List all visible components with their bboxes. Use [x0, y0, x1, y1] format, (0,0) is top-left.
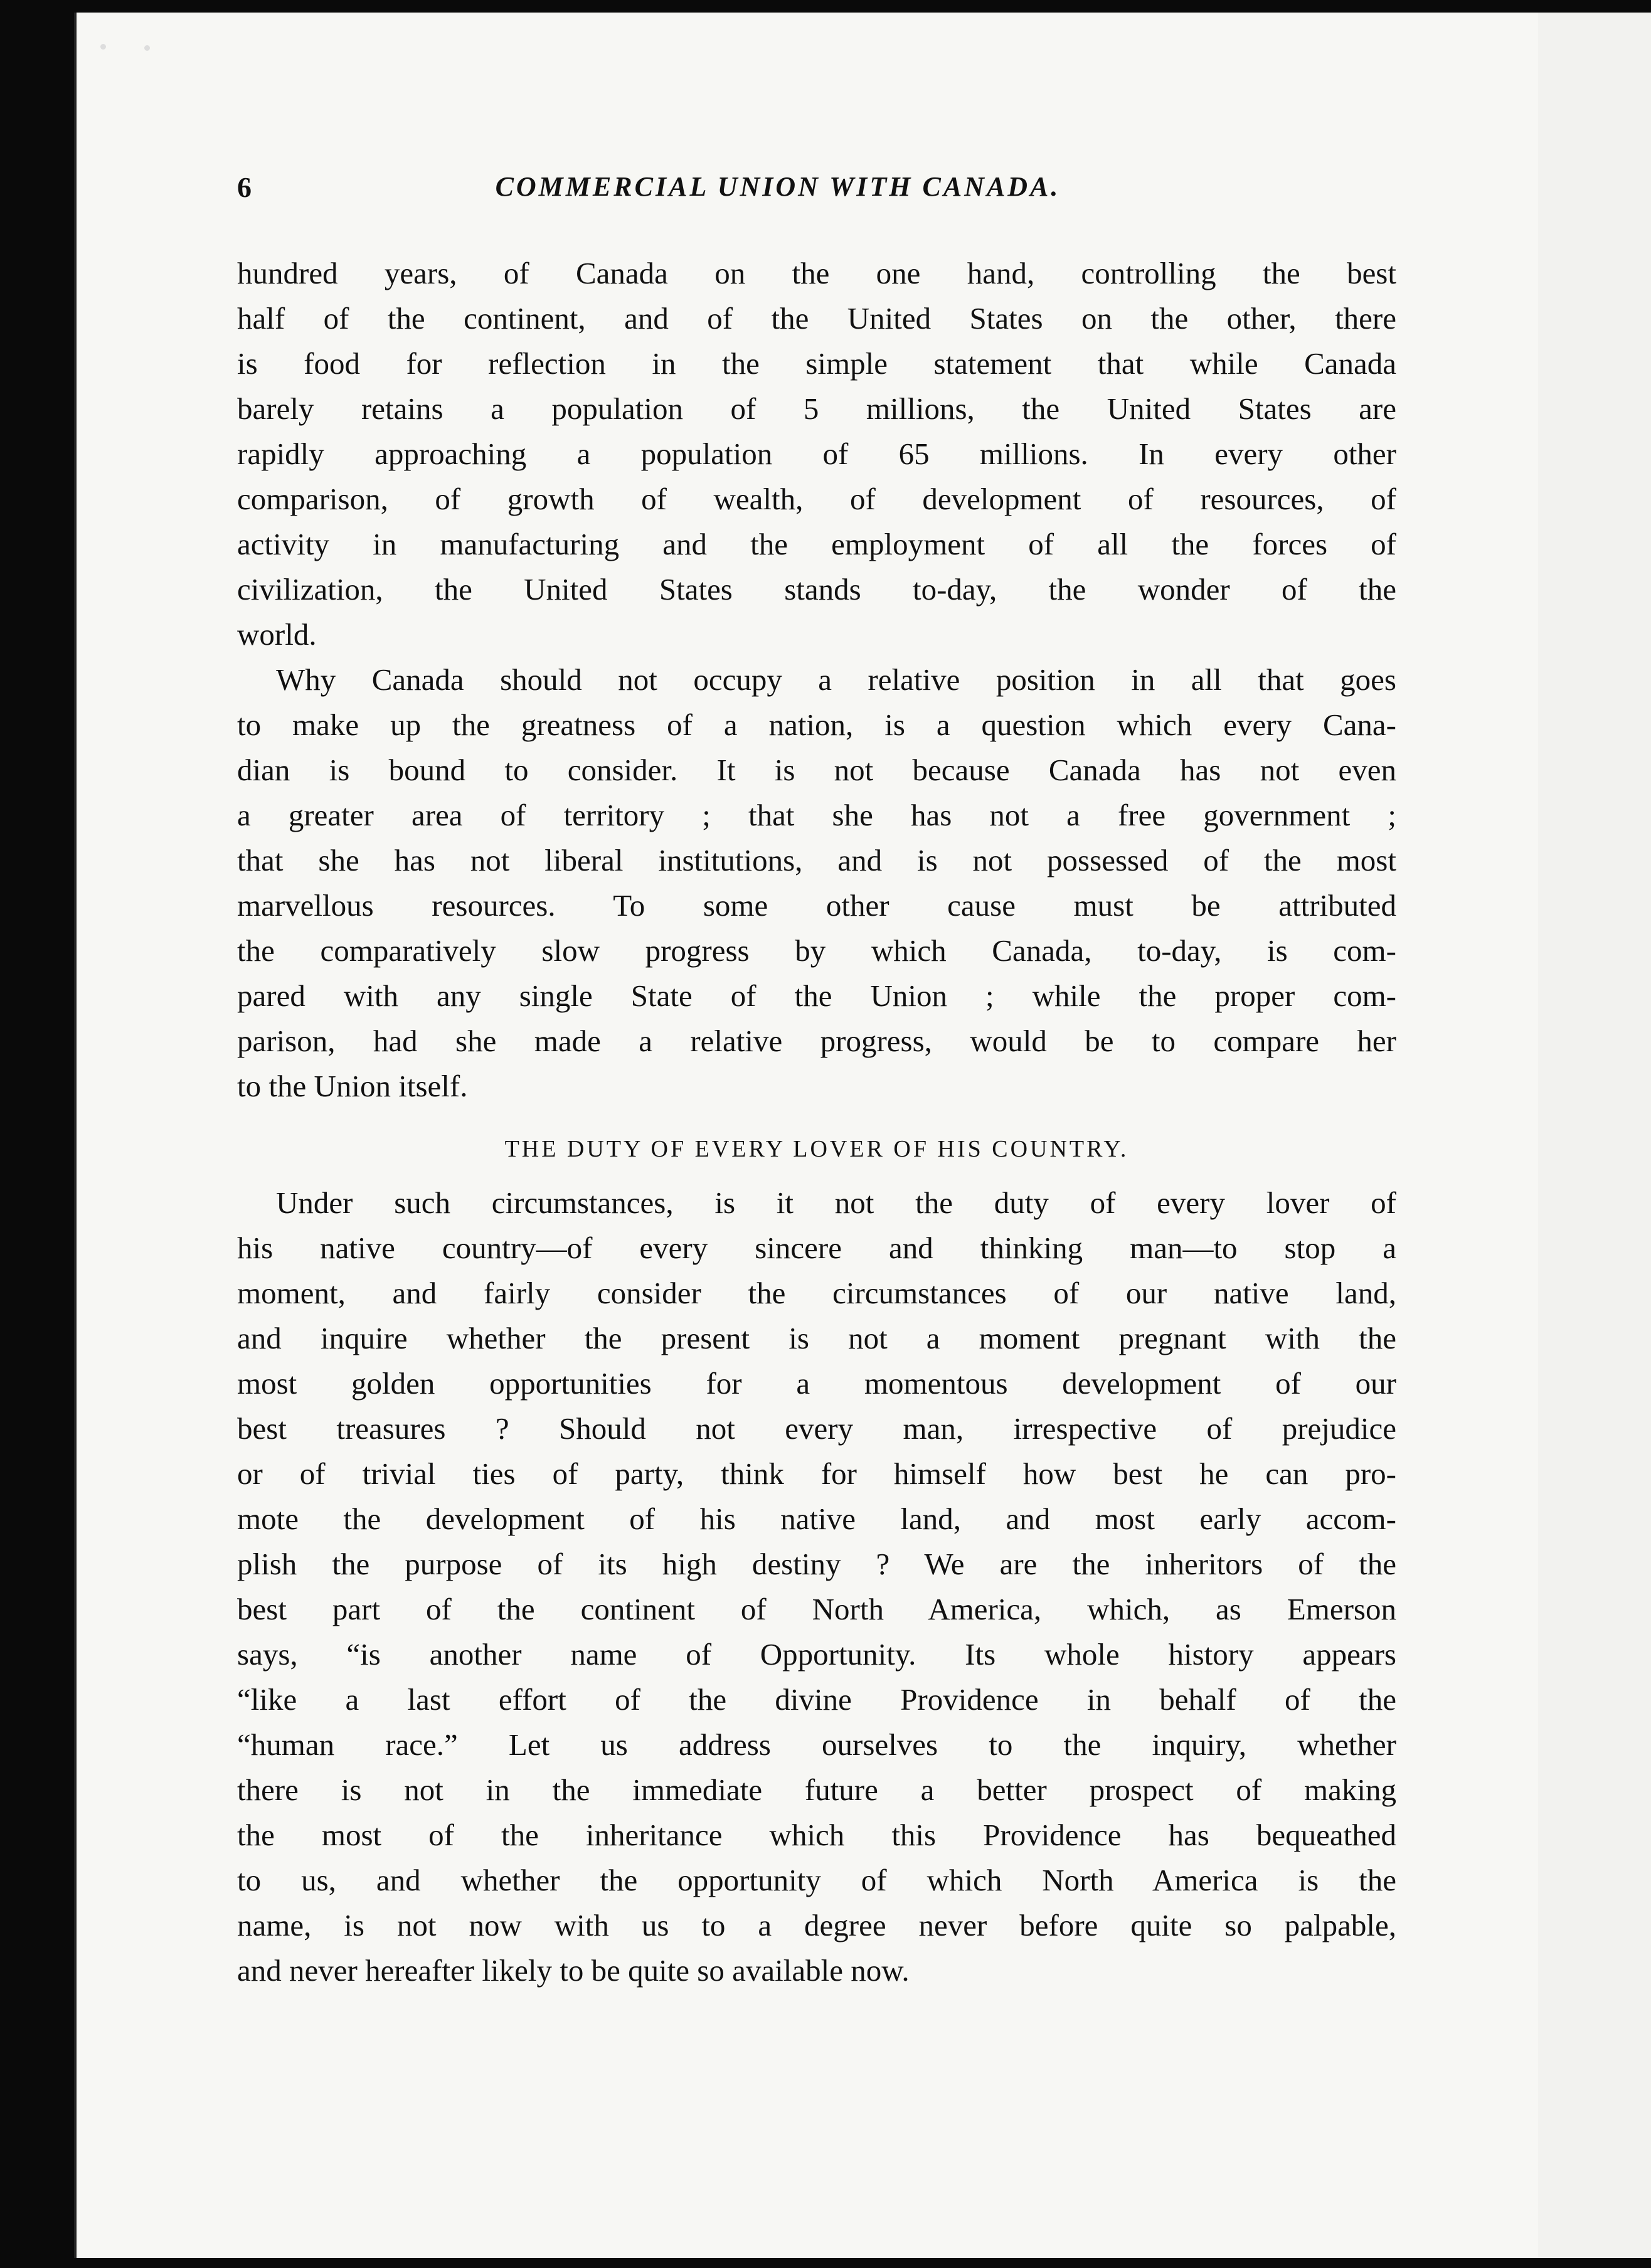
text-line: dian is bound to consider. It is not because Canada has not even: [237, 753, 1396, 787]
text-line: is food for reflection in the simple statement that while Canada: [237, 346, 1396, 381]
text-line: to us, and whether the opportunity of which North America is the: [237, 1863, 1396, 1897]
text-line: the most of the inheritance which this Providence has bequeathed: [237, 1818, 1396, 1852]
paragraph-2: [237, 657, 1396, 1109]
text-line: “like a last effort of the divine Providence in behalf of the: [237, 1682, 1396, 1717]
facing-page-edge: [1538, 13, 1651, 2258]
text-line: barely retains a population of 5 millions, the United States are: [237, 391, 1396, 426]
text-line: best treasures ? Should not every man, irrespective of prejudice: [237, 1411, 1396, 1446]
text-line: that she has not liberal institutions, and is not possessed of the most: [237, 843, 1396, 877]
text-line: “human race.” Let us address ourselves to the inquiry, whether: [237, 1727, 1396, 1762]
text-line: rapidly approaching a population of 65 millions. In every other: [237, 437, 1396, 471]
page-number: 6: [237, 171, 252, 203]
text-line: civilization, the United States stands to-day, the wonder of the: [237, 572, 1396, 607]
paragraph-3: [237, 1180, 1396, 1993]
text-line: or of trivial ties of party, think for himself how best he can pro-: [237, 1456, 1396, 1491]
text-line: to the Union itself.: [237, 1069, 468, 1103]
text-line: to make up the greatness of a nation, is a question which every Cana-: [237, 707, 1396, 742]
body-text: [237, 251, 1396, 1993]
text-line: marvellous resources. To some other cause must be attributed: [237, 888, 1396, 923]
text-line: comparison, of growth of wealth, of development of resources, of: [237, 482, 1396, 516]
text-line: and inquire whether the present is not a moment pregnant with the: [237, 1321, 1396, 1355]
text-line: plish the purpose of its high destiny ? We are the inheritors of the: [237, 1547, 1396, 1581]
scan-speck: [144, 45, 150, 51]
scan-speck: [100, 44, 106, 50]
text-line: mote the development of his native land, and most early accom-: [237, 1502, 1396, 1536]
text-line: activity in manufacturing and the employment of all the forces of: [237, 527, 1396, 561]
text-line: moment, and fairly consider the circumstances of our native land,: [237, 1276, 1396, 1310]
text-line: best part of the continent of North America, which, as Emerson: [237, 1592, 1396, 1626]
text-line: his native country—of every sincere and thinking man—to stop a: [237, 1231, 1396, 1265]
text-line: pared with any single State of the Union ; while the proper com-: [237, 978, 1396, 1013]
text-line: Why Canada should not occupy a relative position in all that goes: [276, 662, 1396, 697]
text-line: parison, had she made a relative progress, would be to compare her: [237, 1024, 1396, 1058]
section-heading: THE DUTY OF EVERY LOVER OF HIS COUNTRY.: [504, 1136, 1129, 1162]
text-line: most golden opportunities for a momentous development of our: [237, 1366, 1396, 1401]
text-line: half of the continent, and of the United States on the other, there: [237, 301, 1396, 336]
text-line: world.: [237, 617, 317, 652]
text-line: there is not in the immediate future a better prospect of making: [237, 1773, 1396, 1807]
text-line: the comparatively slow progress by which Canada, to-day, is com-: [237, 933, 1396, 968]
text-line: says, “is another name of Opportunity. Its whole history appears: [237, 1637, 1396, 1672]
text-line: hundred years, of Canada on the one hand, controlling the best: [237, 256, 1396, 290]
paragraph-1: [237, 251, 1396, 657]
running-head: COMMERCIAL UNION WITH CANADA.: [495, 171, 1061, 202]
text-line: and never hereafter likely to be quite so available now.: [237, 1953, 910, 1988]
text-line: Under such circumstances, is it not the duty of every lover of: [276, 1185, 1396, 1220]
text-line: name, is not now with us to a degree never before quite so palpable,: [237, 1908, 1396, 1942]
text-line: a greater area of territory ; that she has not a free government ;: [237, 798, 1396, 832]
